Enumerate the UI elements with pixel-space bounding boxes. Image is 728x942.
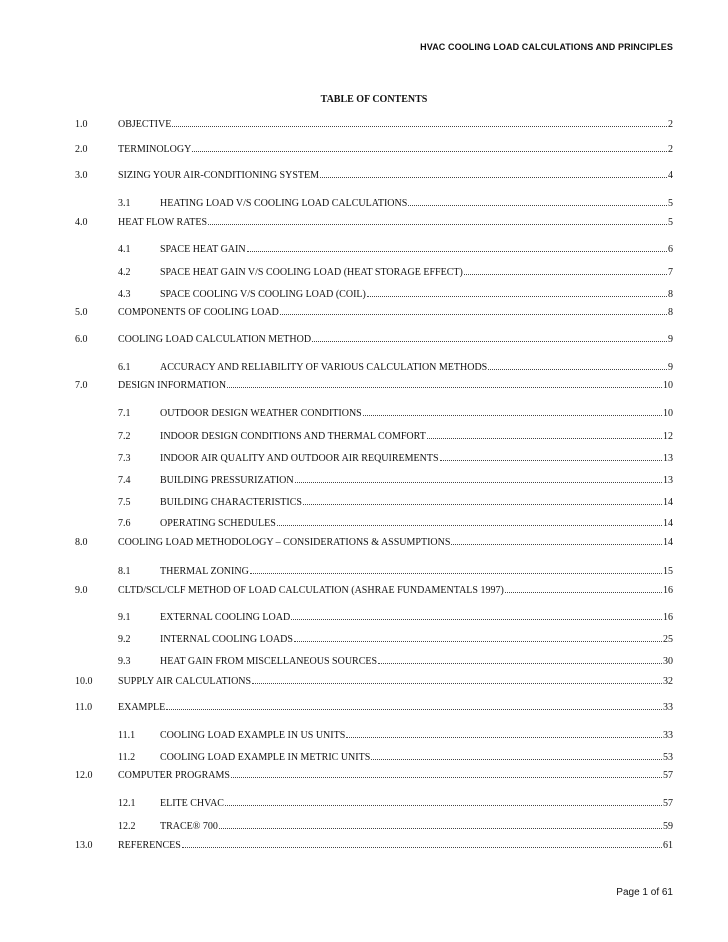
toc-entry-label: ACCURACY AND RELIABILITY OF VARIOUS CALCULATION METHODS [160, 362, 488, 373]
toc-entry-number: 7.6 [118, 518, 131, 529]
toc-subentry[interactable] [0, 266, 673, 280]
dot-leader [367, 295, 667, 297]
toc-subentry[interactable] [0, 407, 673, 421]
dot-leader [219, 827, 662, 829]
dot-leader [295, 481, 662, 483]
toc-subentry[interactable] [0, 288, 673, 302]
toc-title: TABLE OF CONTENTS [320, 94, 428, 105]
toc-entry-label: HEAT FLOW RATES [118, 217, 208, 228]
toc-entry-number: 7.0 [75, 380, 88, 391]
toc-entry-page: 14 [663, 518, 673, 529]
toc-entry-page: 32 [663, 676, 673, 687]
toc-entry-number: 11.2 [118, 752, 136, 763]
toc-entry-page: 10 [663, 408, 673, 419]
toc-entry-label: COOLING LOAD EXAMPLE IN US UNITS [160, 730, 346, 741]
toc-entry-page: 57 [663, 770, 673, 781]
toc-entry-number: 12.0 [75, 770, 93, 781]
toc-entry-number: 9.2 [118, 634, 131, 645]
toc-entry-number: 4.3 [118, 289, 131, 300]
dot-leader [227, 386, 662, 388]
dot-leader [320, 176, 667, 178]
toc-subentry[interactable] [0, 197, 673, 211]
page-number-footer: Page 1 of 61 [616, 887, 673, 898]
toc-entry-label: HEATING LOAD V/S COOLING LOAD CALCULATIONS [160, 198, 408, 209]
toc-entry[interactable] [0, 379, 673, 393]
toc-entry-label: TRACE® 700 [160, 821, 218, 832]
dot-leader [225, 804, 662, 806]
toc-entry-label: COOLING LOAD EXAMPLE IN METRIC UNITS [160, 752, 371, 763]
dot-leader [182, 846, 662, 848]
toc-entry-page: 5 [668, 198, 673, 209]
toc-entry-label: BUILDING CHARACTERISTICS [160, 497, 302, 508]
toc-entry-label: CLTD/SCL/CLF METHOD OF LOAD CALCULATION (ASHRAE FUNDAMENTALS 1997) [118, 585, 504, 596]
toc-entry-page: 14 [663, 497, 673, 508]
toc-entry[interactable] [0, 118, 673, 132]
toc-entry-label: THERMAL ZONING [160, 566, 249, 577]
dot-leader [303, 503, 662, 505]
toc-entry-label: OUTDOOR DESIGN WEATHER CONDITIONS [160, 408, 362, 419]
dot-leader [378, 662, 662, 664]
toc-entry-page: 7 [668, 267, 673, 278]
dot-leader [363, 414, 662, 416]
toc-entry-label: SIZING YOUR AIR-CONDITIONING SYSTEM [118, 170, 320, 181]
toc-entry-number: 10.0 [75, 676, 93, 687]
toc-entry-page: 10 [663, 380, 673, 391]
dot-leader [250, 572, 662, 574]
toc-entry-number: 12.2 [118, 821, 136, 832]
toc-entry-label: EXTERNAL COOLING LOAD [160, 612, 291, 623]
dot-leader [440, 459, 662, 461]
toc-entry[interactable] [0, 701, 673, 715]
toc-entry-page: 9 [668, 334, 673, 345]
dot-leader [294, 640, 662, 642]
toc-entry-page: 13 [663, 453, 673, 464]
toc-entry-page: 61 [663, 840, 673, 851]
toc-entry-number: 1.0 [75, 119, 88, 130]
toc-subentry[interactable] [0, 243, 673, 257]
toc-entry-number: 6.1 [118, 362, 131, 373]
toc-entry-page: 2 [668, 144, 673, 155]
toc-entry-number: 4.2 [118, 267, 131, 278]
toc-entry-number: 4.1 [118, 244, 131, 255]
toc-entry-label: COOLING LOAD CALCULATION METHOD [118, 334, 312, 345]
toc-entry[interactable] [0, 333, 673, 347]
toc-entry-number: 11.1 [118, 730, 136, 741]
toc-entry-page: 57 [663, 798, 673, 809]
toc-entry-page: 2 [668, 119, 673, 130]
toc-entry-label: COMPUTER PROGRAMS [118, 770, 230, 781]
toc-entry-number: 7.4 [118, 475, 131, 486]
toc-subentry[interactable] [0, 517, 673, 531]
toc-entry[interactable] [0, 143, 673, 157]
dot-leader [346, 736, 662, 738]
dot-leader [277, 524, 662, 526]
toc-entry-number: 7.5 [118, 497, 131, 508]
dot-leader [231, 776, 662, 778]
toc-entry[interactable] [0, 769, 673, 783]
toc-subentry[interactable] [0, 820, 673, 834]
toc-entry-number: 9.0 [75, 585, 88, 596]
toc-entry-number: 4.0 [75, 217, 88, 228]
toc-entry-number: 13.0 [75, 840, 93, 851]
toc-entry-number: 9.1 [118, 612, 131, 623]
dot-leader [166, 708, 662, 710]
toc-entry-number: 11.0 [75, 702, 93, 713]
toc-subentry[interactable] [0, 611, 673, 625]
toc-entry-number: 7.3 [118, 453, 131, 464]
toc-entry-number: 9.3 [118, 656, 131, 667]
toc-subentry[interactable] [0, 655, 673, 669]
toc-entry-page: 4 [668, 170, 673, 181]
toc-entry-number: 8.1 [118, 566, 131, 577]
toc-entry-label: INDOOR DESIGN CONDITIONS AND THERMAL COMFORT [160, 431, 426, 442]
toc-entry-page: 25 [663, 634, 673, 645]
toc-entry[interactable] [0, 584, 673, 598]
toc-entry-page: 12 [663, 431, 673, 442]
toc-entry-page: 5 [668, 217, 673, 228]
toc-entry[interactable] [0, 536, 673, 550]
toc-entry-number: 2.0 [75, 144, 88, 155]
toc-entry-page: 33 [663, 702, 673, 713]
toc-entry-number: 7.2 [118, 431, 131, 442]
toc-entry-page: 59 [663, 821, 673, 832]
running-header: HVAC COOLING LOAD CALCULATIONS AND PRINCIPLES [420, 42, 673, 52]
toc-entry-label: HEAT GAIN FROM MISCELLANEOUS SOURCES [160, 656, 378, 667]
toc-entry-page: 6 [668, 244, 673, 255]
toc-entry[interactable] [0, 169, 673, 183]
toc-entry-page: 9 [668, 362, 673, 373]
toc-entry-label: DESIGN INFORMATION [118, 380, 227, 391]
toc-entry[interactable] [0, 216, 673, 230]
toc-entry[interactable] [0, 306, 673, 320]
toc-entry-label: SPACE HEAT GAIN V/S COOLING LOAD (HEAT STORAGE EFFECT) [160, 267, 463, 278]
dot-leader [280, 313, 667, 315]
toc-entry[interactable] [0, 839, 673, 853]
toc-entry-page: 13 [663, 475, 673, 486]
dot-leader [505, 591, 662, 593]
toc-entry[interactable] [0, 675, 673, 689]
toc-entry-page: 53 [663, 752, 673, 763]
toc-entry-page: 15 [663, 566, 673, 577]
toc-subentry[interactable] [0, 729, 673, 743]
toc-subentry[interactable] [0, 430, 673, 444]
toc-entry-number: 5.0 [75, 307, 88, 318]
toc-entry-label: ELITE CHVAC [160, 798, 224, 809]
toc-entry-number: 12.1 [118, 798, 136, 809]
dot-leader [208, 223, 667, 225]
toc-entry-page: 8 [668, 307, 673, 318]
toc-entry-label: SUPPLY AIR CALCULATIONS [118, 676, 252, 687]
toc-entry-number: 6.0 [75, 334, 88, 345]
dot-leader [371, 758, 662, 760]
toc-entry-page: 8 [668, 289, 673, 300]
toc-entry-label: TERMINOLOGY [118, 144, 192, 155]
toc-subentry[interactable] [0, 797, 673, 811]
toc-entry-label: INTERNAL COOLING LOADS [160, 634, 293, 645]
toc-subentry[interactable] [0, 361, 673, 375]
toc-subentry[interactable] [0, 496, 673, 510]
dot-leader [312, 340, 667, 342]
dot-leader [247, 250, 667, 252]
toc-entry-number: 3.1 [118, 198, 131, 209]
toc-entry-label: REFERENCES [118, 840, 181, 851]
toc-entry-label: OPERATING SCHEDULES [160, 518, 276, 529]
dot-leader [427, 437, 662, 439]
toc-entry-page: 16 [663, 612, 673, 623]
toc-entry-label: INDOOR AIR QUALITY AND OUTDOOR AIR REQUIREMENTS [160, 453, 439, 464]
dot-leader [488, 368, 667, 370]
dot-leader [464, 273, 667, 275]
toc-entry-label: OBJECTIVE [118, 119, 172, 130]
dot-leader [291, 618, 662, 620]
toc-entry-label: COOLING LOAD METHODOLOGY – CONSIDERATIONS & ASSUMPTIONS [118, 537, 451, 548]
toc-entry-number: 7.1 [118, 408, 131, 419]
toc-subentry[interactable] [0, 474, 673, 488]
toc-entry-label: EXAMPLE [118, 702, 166, 713]
toc-entry-page: 30 [663, 656, 673, 667]
toc-entry-number: 8.0 [75, 537, 88, 548]
toc-entry-label: BUILDING PRESSURIZATION [160, 475, 294, 486]
toc-entry-number: 3.0 [75, 170, 88, 181]
toc-subentry[interactable] [0, 751, 673, 765]
toc-entry-page: 33 [663, 730, 673, 741]
toc-entry-label: SPACE HEAT GAIN [160, 244, 246, 255]
toc-entry-page: 16 [663, 585, 673, 596]
dot-leader [408, 204, 667, 206]
dot-leader [252, 682, 662, 684]
toc-subentry[interactable] [0, 633, 673, 647]
dot-leader [172, 125, 667, 127]
toc-entry-label: SPACE COOLING V/S COOLING LOAD (COIL) [160, 289, 366, 300]
toc-subentry[interactable] [0, 452, 673, 466]
toc-subentry[interactable] [0, 565, 673, 579]
dot-leader [451, 543, 662, 545]
toc-entry-label: COMPONENTS OF COOLING LOAD [118, 307, 279, 318]
dot-leader [192, 150, 667, 152]
toc-entry-page: 14 [663, 537, 673, 548]
